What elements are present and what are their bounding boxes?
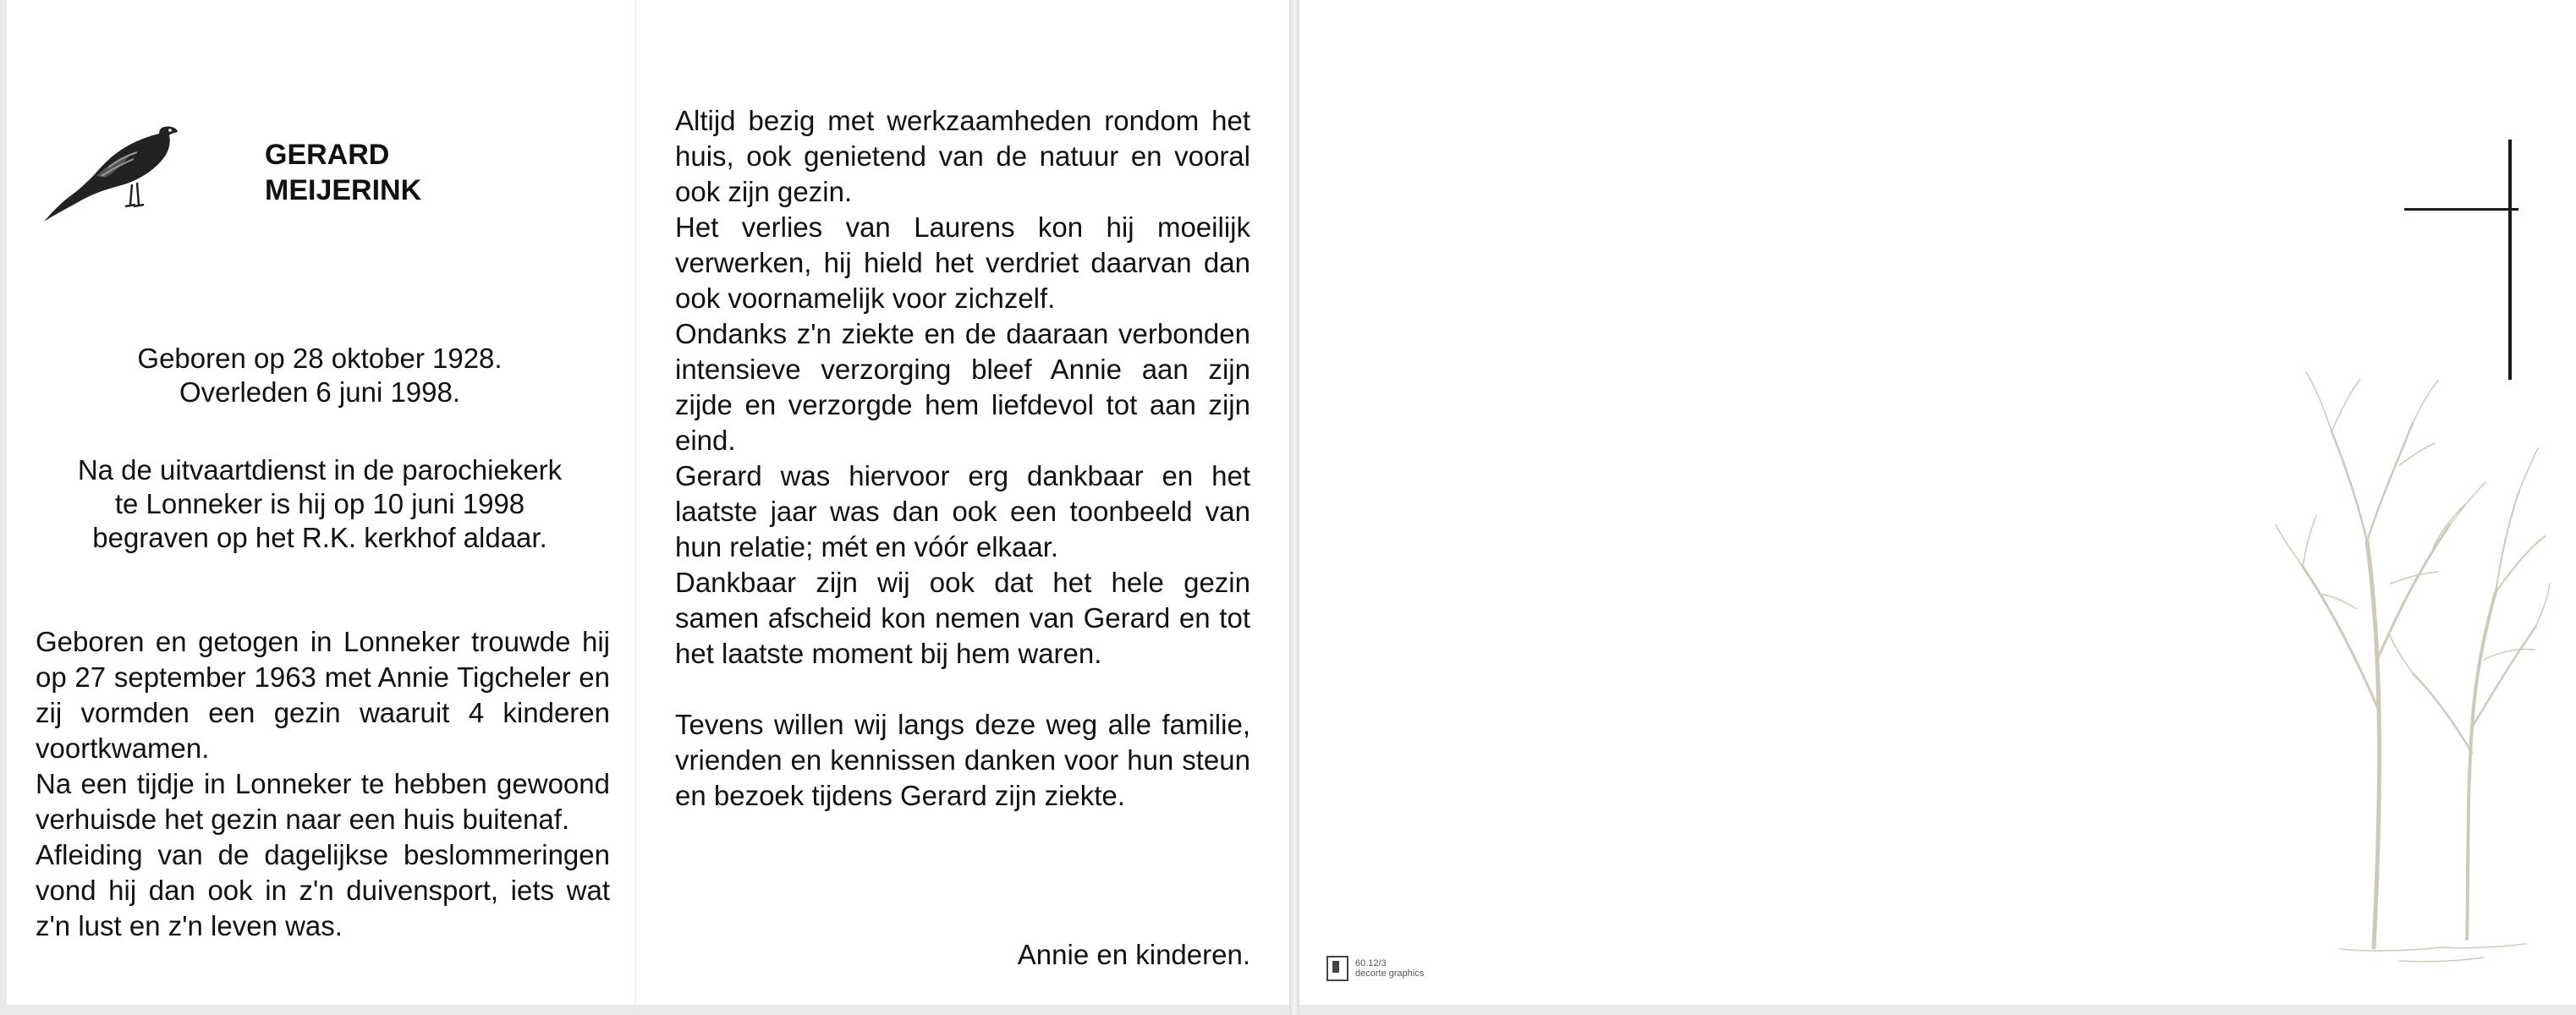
burial-line: Na de uitvaartdienst in de parochiekerk: [77, 454, 563, 486]
paragraph: Ondanks z'n ziekte en de daaraan verbonden intensieve verzorging bleef Annie aan zijn zijde en verzorgde hem liefdevol tot aan zijn eind.: [675, 318, 1250, 456]
deceased-last-name: MEIJERINK: [265, 174, 422, 206]
card-fold: [1289, 0, 1299, 1015]
inner-left-page: [7, 0, 1289, 1005]
burial-notice: [32, 453, 607, 555]
paragraph: Het verlies van Laurens kon hij moeilijk verwerken, hij hield het verdriet daarvan dan ook voornamelijk voor zichzelf.: [675, 211, 1250, 314]
paragraph: Altijd bezig met werkzaamheden rondom het huis, ook genietend van de natuur en vooral ook zijn gezin.: [675, 105, 1250, 207]
cross-vertical-bar: [2508, 140, 2512, 380]
printer-mark: [1326, 956, 1424, 981]
pigeon-icon: [37, 117, 181, 235]
printer-name: decorte graphics: [1355, 968, 1425, 979]
printer-code: 60.12/3: [1355, 958, 1387, 968]
paragraph: Dankbaar zijn wij ook dat het hele gezin samen afscheid kon nemen van Gerard en tot het laatste moment bij hem waren.: [675, 567, 1250, 669]
burial-line: begraven op het R.K. kerkhof aldaar.: [92, 522, 547, 553]
inner-fold-line: [634, 0, 636, 1005]
paragraph: Na een tijdje in Lonneker te hebben gewoond verhuisde het gezin naar een huis buitenaf.: [36, 768, 610, 835]
life-dates: [32, 342, 607, 409]
birth-date: Geboren op 28 oktober 1928.: [137, 343, 503, 374]
death-date: Overleden 6 juni 1998.: [179, 376, 461, 408]
signature: Annie en kinderen.: [1017, 939, 1250, 970]
paragraph: Afleiding van de dagelijkse beslommeringen vond hij dan ook in z'n duivensport, iets wat z'n lust en z'n leven was.: [36, 839, 610, 941]
bare-trees-illustration: [2272, 355, 2551, 964]
paragraph: Gerard was hiervoor erg dankbaar en het laatste jaar was dan ook een toonbeeld van hun relatie; mét en vóór elkaar.: [675, 460, 1250, 562]
card-cover: [1299, 0, 2576, 1005]
burial-line: te Lonneker is hij op 10 juni 1998: [114, 488, 525, 519]
paragraph: Geboren en getogen in Lonneker trouwde hij op 27 september 1963 met Annie Tigcheler en zij vormden een gezin waaruit 4 kinderen voortkwamen.: [36, 626, 610, 764]
cross-horizontal-bar: [2404, 208, 2518, 211]
printer-logo-icon: [1326, 956, 1348, 981]
life-story-column-2: [675, 103, 1250, 814]
paragraph-spacer: [675, 672, 1250, 707]
deceased-first-name: GERARD: [265, 139, 390, 171]
life-story-column-1: [36, 624, 610, 944]
thanks-paragraph: Tevens willen wij langs deze weg alle familie, vrienden en kennissen danken voor hun steun en bezoek tijdens Gerard zijn ziekte.: [675, 709, 1250, 811]
printer-text: [1355, 958, 1424, 979]
deceased-name: [265, 137, 421, 208]
